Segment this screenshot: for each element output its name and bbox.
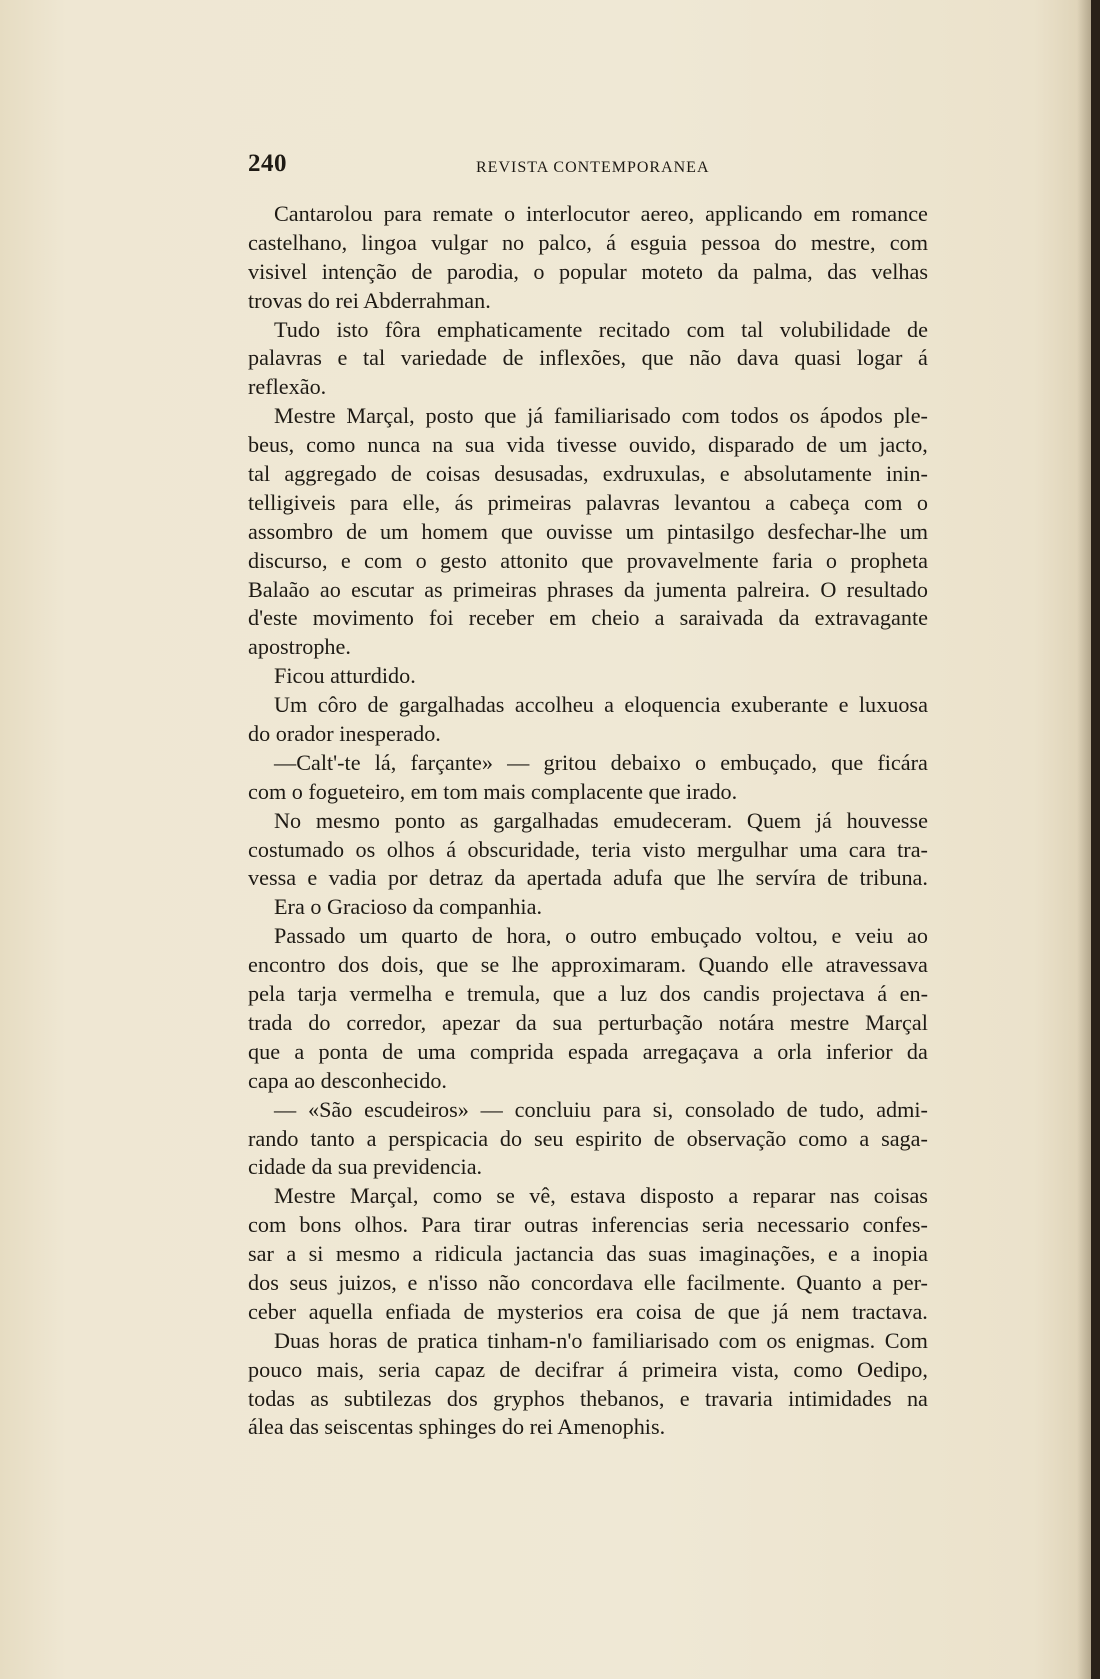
body-text xyxy=(248,200,928,1442)
binding-edge xyxy=(1091,0,1100,1679)
page-number: 240 xyxy=(248,150,287,177)
text-line: beus, como nunca na sua vida tivesse ouvido, disparado de um jacto, xyxy=(248,432,928,458)
text-line: telligiveis para elle, ás primeiras palavras levantou a cabeça com o xyxy=(248,489,928,515)
text-line: apostrophe. xyxy=(248,634,351,660)
text-line: ceber aquella enfiada de mysterios era coisa de que já nem tractava. xyxy=(248,1298,928,1324)
text-line: Um côro de gargalhadas accolheu a eloquencia exuberante e luxuosa xyxy=(274,692,928,718)
text-line: que a ponta de uma comprida espada arregaçava a orla inferior da xyxy=(248,1038,928,1064)
page-header xyxy=(248,150,928,186)
text-line: Mestre Marçal, posto que já familiarisado com todos os ápodos ple- xyxy=(274,403,928,429)
text-line: com bons olhos. Para tirar outras inferencias seria necessario confes- xyxy=(248,1212,928,1238)
running-title: REVISTA CONTEMPORANEA xyxy=(476,159,710,176)
text-line: Cantarolou para remate o interlocutor aereo, applicando em romance xyxy=(274,201,928,226)
text-line: sar a si mesmo a ridicula jactancia das suas imaginações, e a inopia xyxy=(248,1241,928,1267)
text-line: álea das seiscentas sphinges do rei Amenophis. xyxy=(248,1414,666,1440)
text-line: castelhano, lingoa vulgar no palco, á esguia pessoa do mestre, com xyxy=(248,229,928,255)
page-gutter-shadow xyxy=(1077,0,1091,1679)
text-line: discurso, e com o gesto attonito que provavelmente faria o propheta xyxy=(248,547,928,573)
text-line: trada do corredor, apezar da sua perturbação notára mestre Marçal xyxy=(248,1009,928,1035)
text-line: pouco mais, seria capaz de decifrar á primeira vista, como Oedipo, xyxy=(248,1356,928,1382)
text-line: todas as subtilezas dos gryphos thebanos, e travaria intimidades na xyxy=(248,1385,928,1411)
text-line: visivel intenção de parodia, o popular moteto da palma, das velhas xyxy=(248,258,928,284)
text-line: —Calt'-te lá, farçante» — gritou debaixo o embuçado, que ficára xyxy=(274,749,928,775)
text-line: capa ao desconhecido. xyxy=(248,1067,447,1093)
text-line: Ficou atturdido. xyxy=(274,663,416,689)
text-line: Era o Gracioso da companhia. xyxy=(274,894,542,920)
text-line: vessa e vadia por detraz da apertada adufa que lhe servíra de tribuna. xyxy=(248,865,928,891)
text-line: costumado os olhos á obscuridade, teria visto mergulhar uma cara tra- xyxy=(248,836,928,862)
text-line: cidade da sua previdencia. xyxy=(248,1154,483,1180)
text-line: com o fogueteiro, em tom mais complacente que irado. xyxy=(248,778,738,804)
text-line: assombro de um homem que ouvisse um pintasilgo desfechar-lhe um xyxy=(248,518,928,544)
text-line: trovas do rei Abderrahman. xyxy=(248,287,491,313)
text-line: Mestre Marçal, como se vê, estava disposto a reparar nas coisas xyxy=(274,1183,928,1209)
text-line: encontro dos dois, que se lhe approximaram. Quando elle atravessava xyxy=(248,952,928,978)
text-line: Tudo isto fôra emphaticamente recitado com tal volubilidade de xyxy=(274,316,928,342)
text-line: do orador inesperado. xyxy=(248,721,441,747)
text-line: palavras e tal variedade de inflexões, que não dava quasi logar á xyxy=(248,345,928,371)
text-line: No mesmo ponto as gargalhadas emudeceram. Quem já houvesse xyxy=(274,807,928,833)
text-line: d'este movimento foi receber em cheio a saraivada da extravagante xyxy=(248,605,928,631)
text-line: pela tarja vermelha e tremula, que a luz dos candis projectava á en- xyxy=(248,981,928,1007)
text-line: Duas horas de pratica tinham-n'o familiarisado com os enigmas. Com xyxy=(274,1327,928,1353)
text-line: tal aggregado de coisas desusadas, exdruxulas, e absolutamente inin- xyxy=(248,461,928,487)
text-line: rando tanto a perspicacia do seu espirito de observação como a saga- xyxy=(248,1125,928,1151)
text-line: — «São escudeiros» — concluiu para si, consolado de tudo, admi- xyxy=(274,1096,928,1122)
text-line: reflexão. xyxy=(248,374,327,400)
text-line: Passado um quarto de hora, o outro embuçado voltou, e veiu ao xyxy=(274,923,928,949)
text-line: dos seus juizos, e n'isso não concordava elle facilmente. Quanto a per- xyxy=(248,1269,928,1295)
text-line: Balaão ao escutar as primeiras phrases da jumenta palreira. O resultado xyxy=(248,576,928,602)
